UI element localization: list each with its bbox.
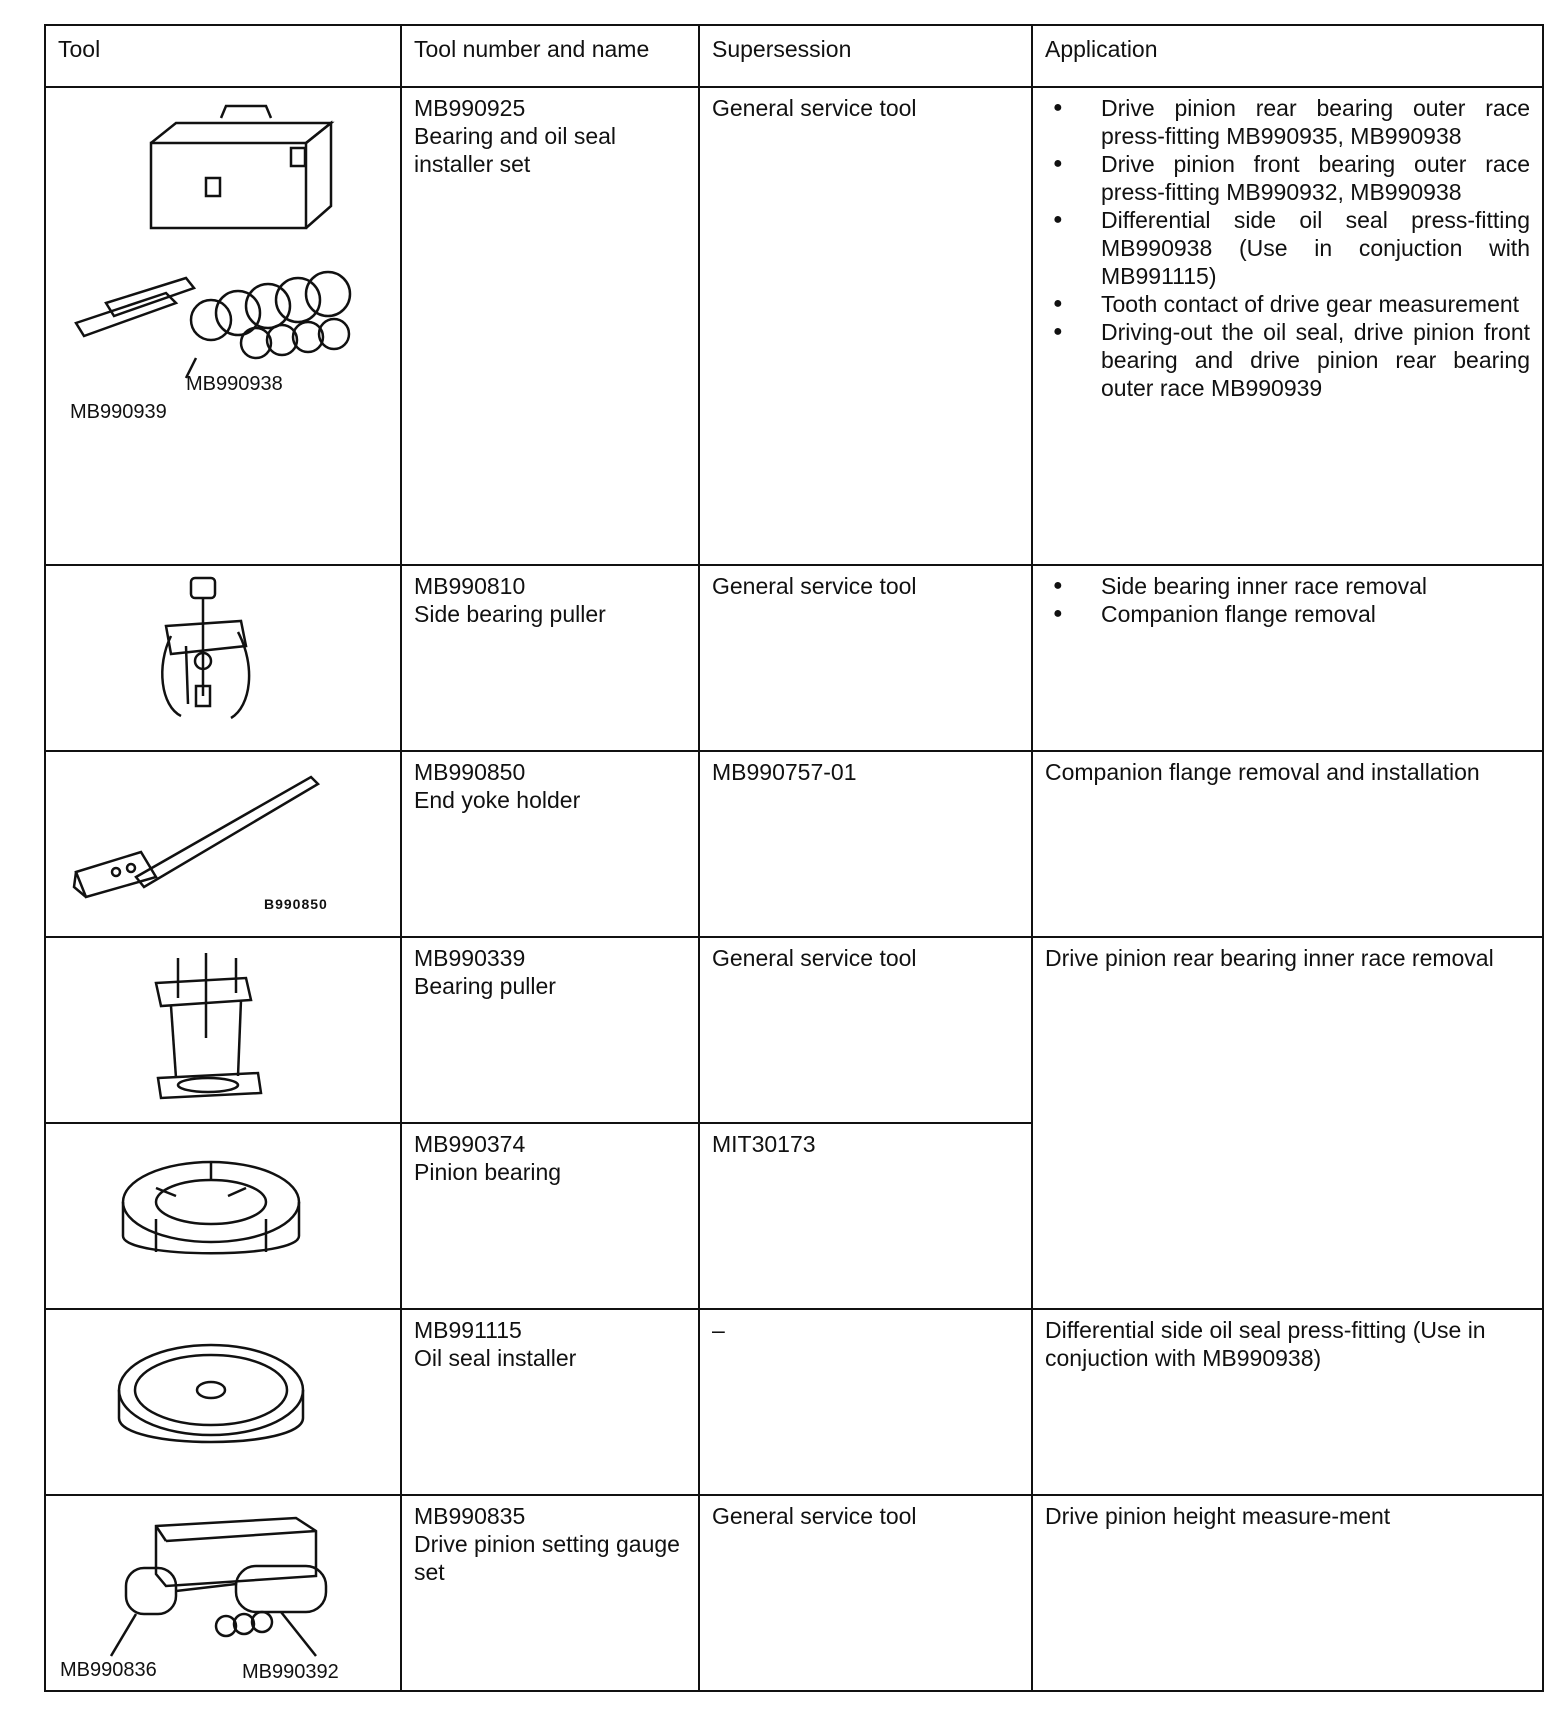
- application-cell: [1032, 565, 1543, 751]
- list-item: ● Tooth contact of drive gear measurement: [1045, 290, 1530, 318]
- special-tools-table: [44, 24, 1544, 1692]
- tool-number: MB990835: [414, 1503, 526, 1529]
- oil-seal-installer-illustration: [46, 1310, 376, 1490]
- tool-name: Side bearing puller: [414, 601, 606, 627]
- header-tool: Tool: [45, 25, 401, 87]
- supersession-cell: General service tool: [699, 937, 1032, 1123]
- table-row: [45, 87, 1543, 565]
- tool-name: Drive pinion setting gauge set: [414, 1531, 680, 1585]
- application-list: [1045, 94, 1530, 402]
- list-item: ● Companion flange removal: [1045, 600, 1530, 628]
- table-row: [45, 751, 1543, 937]
- header-supersession: Supersession: [699, 25, 1032, 87]
- header-row: [45, 25, 1543, 87]
- tool-name: Bearing and oil seal installer set: [414, 123, 617, 177]
- list-item: ● Side bearing inner race removal: [1045, 572, 1530, 600]
- tool-number-name-cell: [401, 1309, 699, 1495]
- supersession-cell: General service tool: [699, 1495, 1032, 1691]
- side-bearing-puller-illustration: [46, 566, 376, 746]
- tool-name: Bearing puller: [414, 973, 556, 999]
- tool-number: MB990374: [414, 1131, 526, 1157]
- supersession-cell: MIT30173: [699, 1123, 1032, 1309]
- tool-name: Oil seal installer: [414, 1345, 577, 1371]
- label-mb990938: MB990938: [186, 373, 283, 395]
- list-item: ● Driving-out the oil seal, drive pinion front bearing and drive pinion rear bearing outer race MB990939: [1045, 318, 1530, 402]
- label-b990850: B990850: [264, 896, 328, 912]
- application-list: [1045, 572, 1530, 628]
- supersession-cell: MB990757-01: [699, 751, 1032, 937]
- tool-number-name-cell: [401, 937, 699, 1123]
- tool-image-cell: [45, 1123, 401, 1309]
- tool-number: MB990850: [414, 759, 526, 785]
- tool-number: MB990810: [414, 573, 526, 599]
- bearing-puller-illustration: [46, 938, 376, 1118]
- list-item: ● Differential side oil seal press-fitting MB990938 (Use in conjuction with MB991115): [1045, 206, 1530, 290]
- tool-image-cell: [45, 937, 401, 1123]
- tool-name: Pinion bearing: [414, 1159, 562, 1185]
- tool-number: MB990339: [414, 945, 526, 971]
- application-cell: Differential side oil seal press-fitting (Use in conjuction with MB990938): [1032, 1309, 1543, 1495]
- label-mb990836: MB990836: [60, 1659, 157, 1681]
- tool-image-cell: [45, 1495, 401, 1691]
- tool-image-cell: [45, 87, 401, 565]
- tool-table-page: [44, 24, 1530, 1688]
- tool-number-name-cell: [401, 87, 699, 565]
- tool-number-name-cell: [401, 565, 699, 751]
- application-cell: Drive pinion rear bearing inner race removal: [1032, 937, 1543, 1309]
- tool-number-name-cell: [401, 1123, 699, 1309]
- tool-name: End yoke holder: [414, 787, 581, 813]
- list-item: ● Drive pinion front bearing outer race press-fitting MB990932, MB990938: [1045, 150, 1530, 206]
- pinion-bearing-illustration: [46, 1124, 376, 1304]
- supersession-cell: General service tool: [699, 87, 1032, 565]
- table-row: [45, 1309, 1543, 1495]
- table-row: [45, 937, 1543, 1123]
- tool-number: MB990925: [414, 95, 526, 121]
- list-item: ● Drive pinion rear bearing outer race press-fitting MB990935, MB990938: [1045, 94, 1530, 150]
- tool-number-name-cell: [401, 751, 699, 937]
- header-tool-number-name: Tool number and name: [401, 25, 699, 87]
- tool-number-name-cell: [401, 1495, 699, 1691]
- application-cell: Drive pinion height measure-ment: [1032, 1495, 1543, 1691]
- supersession-cell: –: [699, 1309, 1032, 1495]
- application-cell: Companion flange removal and installation: [1032, 751, 1543, 937]
- tool-image-cell: [45, 1309, 401, 1495]
- header-application: Application: [1032, 25, 1543, 87]
- label-mb990939: MB990939: [70, 401, 167, 423]
- application-cell: [1032, 87, 1543, 565]
- tool-image-cell: [45, 751, 401, 937]
- installer-set-illustration: [46, 88, 376, 558]
- tool-number: MB991115: [414, 1317, 522, 1343]
- table-row: [45, 565, 1543, 751]
- label-mb990392: MB990392: [242, 1661, 339, 1683]
- tool-image-cell: [45, 565, 401, 751]
- table-row: [45, 1495, 1543, 1691]
- supersession-cell: General service tool: [699, 565, 1032, 751]
